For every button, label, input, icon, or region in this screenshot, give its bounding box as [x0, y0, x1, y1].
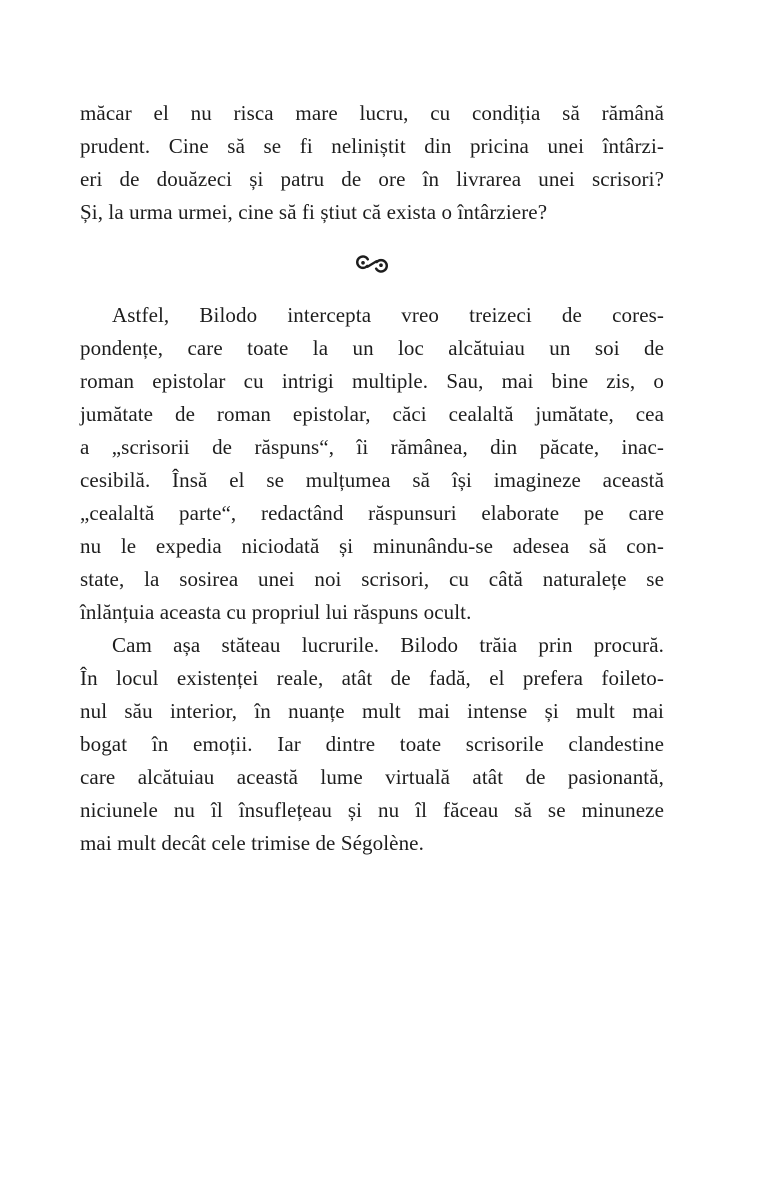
paragraph — [80, 97, 664, 229]
text-line: înlănțuia aceasta cu propriul lui răspuns ocult. — [80, 600, 472, 624]
text-line: În locul existenței reale, atât de fadă, el prefera foileto- — [80, 666, 664, 690]
text-line: bogat în emoții. Iar dintre toate scrisorile clandestine — [80, 732, 664, 756]
text-line: state, la sosirea unei noi scrisori, cu câtă naturalețe se — [80, 567, 664, 591]
text-line: nu le expedia niciodată și minunându-se adesea să con- — [80, 534, 664, 558]
text-line: nul său interior, în nuanțe mult mai intense și mult mai — [80, 699, 664, 723]
text-line: pondențe, care toate la un loc alcătuiau un soi de — [80, 336, 664, 360]
text-line: măcar el nu risca mare lucru, cu condiția să rămână — [80, 101, 664, 125]
section-divider — [80, 229, 664, 299]
text-line: cesibilă. Însă el se mulțumea să își imagineze această — [80, 468, 664, 492]
text-line: roman epistolar cu intrigi multiple. Sau, mai bine zis, o — [80, 369, 664, 393]
text-line: niciunele nu îl însuflețeau și nu îl făceau să se minuneze — [80, 798, 664, 822]
text-line: a „scrisorii de răspuns“, îi rămânea, din păcate, inac- — [80, 435, 664, 459]
text-line: Și, la urma urmei, cine să fi știut că exista o întârziere? — [80, 200, 548, 224]
text-line: care alcătuiau această lume virtuală atât de pasionantă, — [80, 765, 664, 789]
text-block — [80, 97, 664, 860]
paragraph — [80, 629, 664, 860]
text-line: jumătate de roman epistolar, căci cealaltă jumătate, cea — [80, 402, 664, 426]
text-line: „cealaltă parte“, redactând răspunsuri elaborate pe care — [80, 501, 664, 525]
text-line: prudent. Cine să se fi neliniștit din pricina unei întârzi- — [80, 134, 664, 158]
text-line: mai mult decât cele trimise de Ségolène. — [80, 831, 424, 855]
text-line: eri de douăzeci și patru de ore în livrarea unei scrisori? — [80, 167, 664, 191]
paragraph — [80, 299, 664, 629]
text-line: Astfel, Bilodo intercepta vreo treizeci de cores- — [112, 303, 664, 327]
double-spiral-fleuron-icon — [353, 253, 391, 275]
text-line: Cam așa stăteau lucrurile. Bilodo trăia prin procură. — [112, 633, 664, 657]
